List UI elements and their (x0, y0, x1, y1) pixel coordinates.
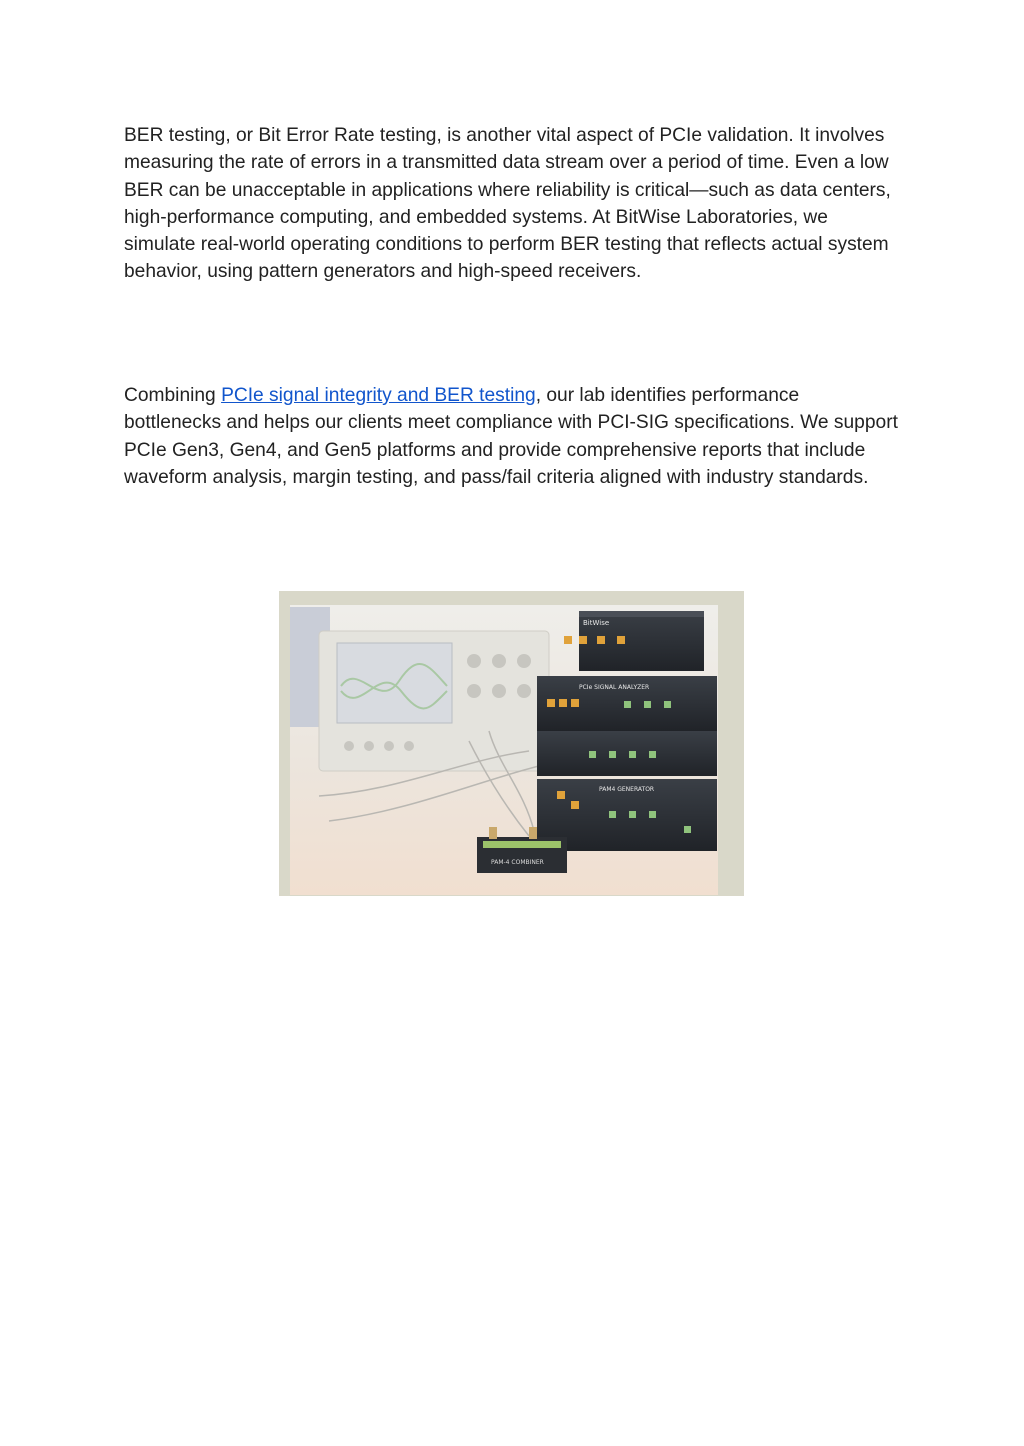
lab-equipment-illustration (279, 591, 744, 896)
body-paragraph-ber: BER testing, or Bit Error Rate testing, is another vital aspect of PCIe validation. It involves measuring the rate of errors in a transmitted data stream over a period of time. Even a low BER can be unacceptable in applications where reliability is critical—such as data centers, high-performance computing, and embedded systems. At BitWise Laboratories, we simulate real-world operating conditions to perform BER testing that reflects actual system behavior, using pattern generators and high-speed receivers. (124, 125, 891, 283)
lab-equipment-photo (279, 591, 744, 896)
paragraph-text-start: Combining (124, 385, 222, 406)
brand-label: BitWise (583, 619, 610, 627)
combiner-label: PAM-4 COMBINER (491, 859, 544, 866)
paragraph-text-end: , our lab identifies performance bottlenecks and helps our clients meet compliance with PCI-SIG specifications. We support PCIe Gen3, Gen4, and Gen5 platforms and provide comprehensive reports that include waveform analysis, margin testing, and pass/fail criteria aligned with industry standards. (124, 385, 898, 488)
analyzer-label: PCIe SIGNAL ANALYZER (579, 684, 650, 691)
body-paragraph-combining (124, 382, 900, 491)
generator-label: PAM4 GENERATOR (599, 786, 655, 793)
pcie-ber-testing-link[interactable]: PCIe signal integrity and BER testing (221, 385, 536, 406)
